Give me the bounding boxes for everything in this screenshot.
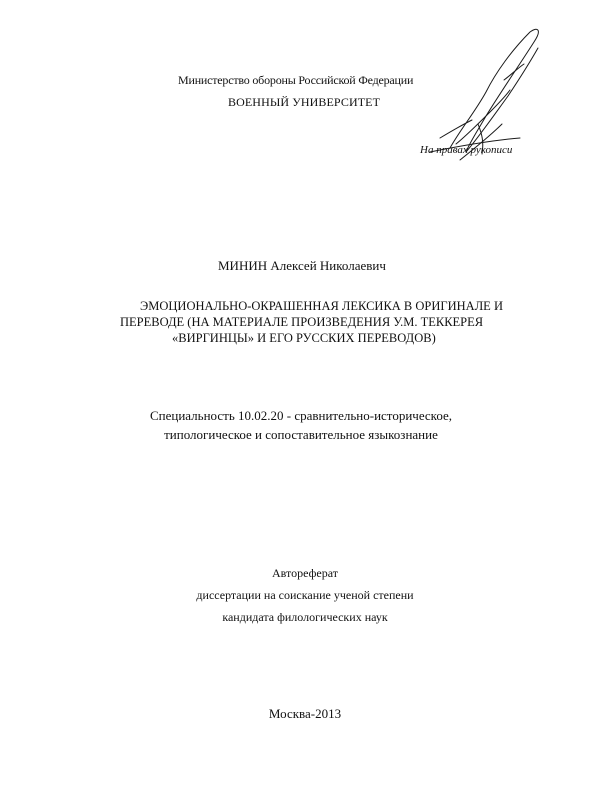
ministry-heading: Министерство обороны Российской Федерации: [178, 73, 414, 87]
abstract-label: Автореферат: [272, 566, 338, 580]
author-name: МИНИН Алексей Николаевич: [218, 258, 386, 273]
title-line: «ВИРГИНЦЫ» И ЕГО РУССКИХ ПЕРЕВОДОВ): [172, 331, 436, 345]
speciality-line: типологическое и сопоставительное языкознание: [164, 427, 438, 442]
title-line: ЭМОЦИОНАЛЬНО-ОКРАШЕННАЯ ЛЕКСИКА В ОРИГИНАЛЕ И: [140, 299, 503, 313]
speciality-line: Специальность 10.02.20 - сравнительно-историческое,: [149, 408, 453, 423]
abstract-purpose-line: диссертации на соискание ученой степени: [196, 588, 414, 602]
speciality-block: [100, 406, 502, 444]
manuscript-rights-note: На правах рукописи: [420, 144, 513, 156]
abstract-block: [100, 562, 510, 628]
university-heading: ВОЕННЫЙ УНИВЕРСИТЕТ: [228, 95, 381, 109]
dissertation-title: [120, 298, 512, 346]
abstract-degree-line: кандидата филологических наук: [222, 610, 388, 624]
title-line: ПЕРЕВОДЕ (НА МАТЕРИАЛЕ ПРОИЗВЕДЕНИЯ У.М. ТЕККЕРЕЯ: [120, 315, 484, 329]
city-year: Москва-2013: [268, 706, 342, 721]
